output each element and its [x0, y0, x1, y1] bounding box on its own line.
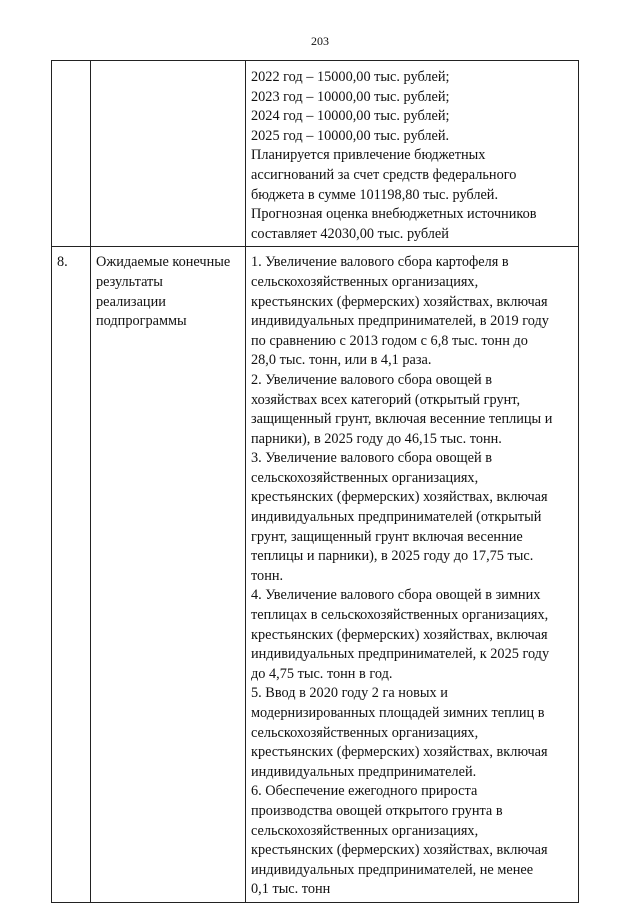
result-line: грунт, защищенный грунт включая весенние	[251, 528, 523, 545]
row-name-cell	[91, 247, 246, 903]
result-line: хозяйствах всех категорий (открытый грунт,	[251, 391, 521, 408]
result-line: теплицах в сельскохозяйственных организациях,	[251, 607, 549, 624]
result-line: индивидуальных предпринимателей, в 2019 году	[251, 313, 549, 330]
result-line: 2. Увеличение валового сбора овощей в	[251, 371, 493, 388]
funding-line: ассигнований за счет средств федерального	[251, 166, 517, 183]
funding-line: Прогнозная оценка внебюджетных источников	[251, 206, 537, 223]
result-line: 0,1 тыс. тонн	[251, 881, 331, 898]
expected-results-cell	[246, 247, 579, 903]
row-name-line: реализации	[96, 293, 166, 310]
result-line: сельскохозяйственных организациях,	[251, 724, 479, 741]
result-line: теплицы и парники), в 2025 году до 17,75 тыс.	[251, 548, 534, 565]
funding-line: 2023 год – 10000,00 тыс. рублей;	[251, 88, 450, 105]
row-name-line: подпрограммы	[96, 313, 187, 330]
row-name	[91, 247, 245, 333]
result-line: по сравнению с 2013 годом с 6,8 тыс. тонн до	[251, 332, 528, 349]
result-line: до 4,75 тыс. тонн в год.	[251, 665, 393, 682]
funding-line: 2022 год – 15000,00 тыс. рублей;	[251, 69, 450, 85]
result-line: 28,0 тыс. тонн, или в 4,1 раза.	[251, 352, 432, 369]
result-line: сельскохозяйственных организациях,	[251, 822, 479, 839]
result-line: индивидуальных предпринимателей, не менее	[251, 861, 534, 878]
result-line: крестьянских (фермерских) хозяйствах, включая	[251, 489, 548, 506]
program-table	[51, 60, 579, 903]
result-line: сельскохозяйственных организациях,	[251, 469, 479, 486]
result-line: 5. Ввод в 2020 году 2 га новых и	[251, 685, 448, 702]
row-name-cell	[91, 61, 246, 247]
row-name-line: результаты	[96, 273, 163, 290]
funding-line: 2024 год – 10000,00 тыс. рублей;	[251, 108, 450, 125]
funding-line: составляет 42030,00 тыс. рублей	[251, 225, 449, 242]
result-line: 1. Увеличение валового сбора картофеля в	[251, 254, 509, 271]
result-line: парники), в 2025 году до 46,15 тыс. тонн.	[251, 430, 502, 447]
funding-line: Планируется привлечение бюджетных	[251, 147, 486, 164]
result-line: модернизированных площадей зимних теплиц в	[251, 705, 545, 721]
row-number: 8.	[57, 254, 68, 271]
row-name-line: Ожидаемые конечные	[96, 254, 231, 271]
result-line: защищенный грунт, включая весенние теплицы и	[251, 411, 553, 428]
result-line: 4. Увеличение валового сбора овощей в зимних	[251, 587, 541, 604]
result-line: индивидуальных предпринимателей, к 2025 году	[251, 646, 550, 663]
result-line: 6. Обеспечение ежегодного прироста	[251, 783, 478, 800]
funding-text-cell	[246, 61, 579, 247]
result-line: 3. Увеличение валового сбора овощей в	[251, 450, 493, 467]
result-line: производства овощей открытого грунта в	[251, 802, 503, 819]
result-line: индивидуальных предпринимателей.	[251, 763, 477, 780]
result-line: крестьянских (фермерских) хозяйствах, включая	[251, 293, 548, 310]
funding-line: бюджета в сумме 101198,80 тыс. рублей.	[251, 186, 499, 203]
result-line: тонн.	[251, 567, 284, 584]
table-row-funding	[52, 61, 579, 247]
result-line: сельскохозяйственных организациях,	[251, 273, 479, 290]
result-line: крестьянских (фермерских) хозяйствах, включая	[251, 626, 548, 643]
row-number-cell	[52, 61, 91, 247]
funding-line: 2025 год – 10000,00 тыс. рублей.	[251, 127, 450, 144]
page-number: 203	[311, 34, 329, 48]
row-number-cell	[52, 247, 91, 903]
result-line: крестьянских (фермерских) хозяйствах, включая	[251, 842, 548, 859]
table-row-expected-results	[52, 247, 579, 903]
result-line: крестьянских (фермерских) хозяйствах, включая	[251, 744, 548, 761]
result-line: индивидуальных предпринимателей (открытый	[251, 509, 542, 526]
